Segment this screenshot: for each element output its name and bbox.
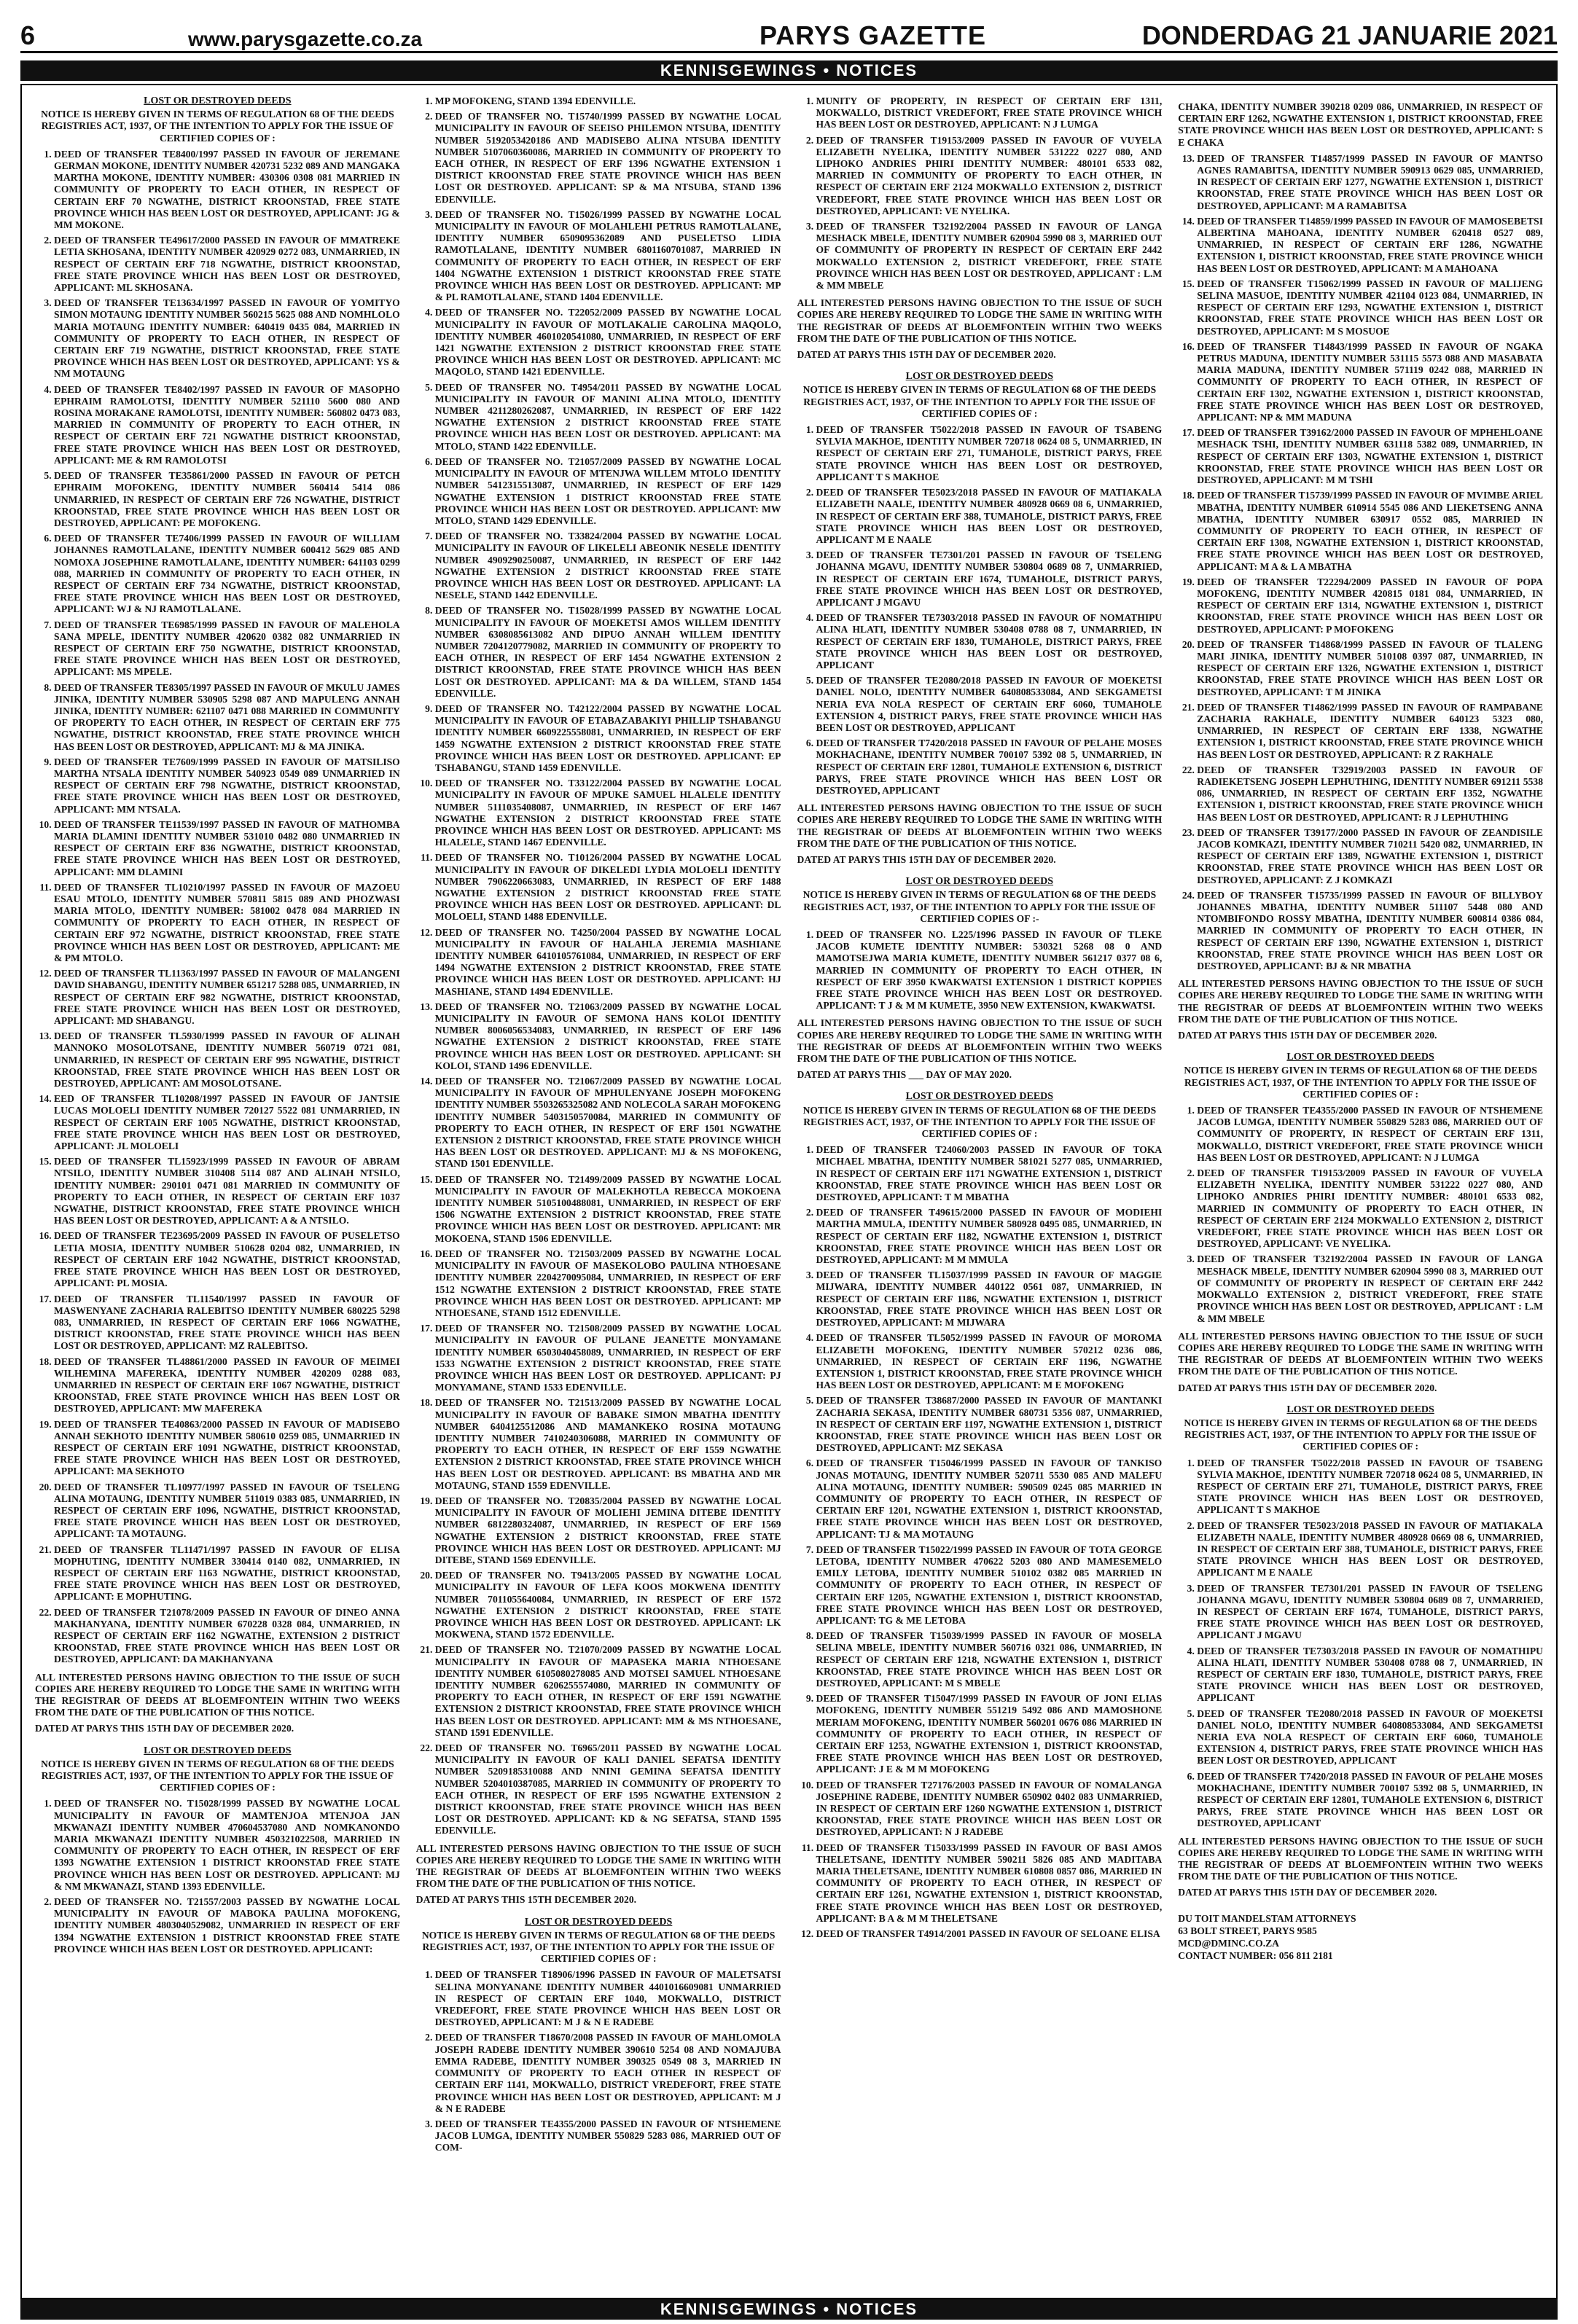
objection-clause: ALL INTERESTED PERSONS HAVING OBJECTION TO THE ISSUE OF SUCH COPIES ARE HEREBY REQUIRED TO LODGE THE SAME IN WRITING WITH THE REGISTRAR OF DEEDS AT BLOEMFONTEIN WITHIN TWO WEEKS FROM THE DATE OF THE PUBLICATION OF THIS NOTICE.: [1178, 978, 1543, 1025]
page-number: 6: [20, 20, 36, 50]
deed-item: 2. DEED OF TRANSFER T49615/2000 PASSED IN FAVOUR OF MODIEHI MARTHA MMULA, IDENTITY NUMBER 580928 0495 085, UNMARRIED, IN RESPECT OF CERTAIN ERF 1182, NGWATHE EXTENSION 1, DISTRICT KROONSTAD, FREE STATE PROVINCE WHICH HAS BEEN LOST OR DESTROYED, APPLICANT: M M MMULA: [816, 1207, 1163, 1266]
objection-clause: ALL INTERESTED PERSONS HAVING OBJECTION TO THE ISSUE OF SUCH COPIES ARE HEREBY REQUIRED TO LODGE THE SAME IN WRITING WITH THE REGISTRAR OF DEEDS AT BLOEMFONTEIN WITHIN TWO WEEKS FROM THE DATE OF THE PUBLICATION OF THIS NOTICE.: [415, 1842, 781, 1890]
dated-line: DATED AT PARYS THIS 15TH DAY OF DECEMBER 2020.: [35, 1723, 294, 1734]
deed-item: 13. DEED OF TRANSFER NO. T21063/2009 PASSED BY NGWATHE LOCAL MUNICIPALITY IN FAVOUR OF SEMONA HANS KOLOI IDENTITY NUMBER 8006056534083, UNMARRIED, IN RESPECT OF ERF 1496 NGWATHE EXTENSION 2 DISTRICT KROONSTAD, FREE STATE PROVINCE WHICH HAS BEEN LOST OR DESTROYED. APPLICANT: SH KOLOI, STAND 1496 EDENVILLE.: [435, 1001, 781, 1072]
deed-item: 6. DEED OF TRANSFER T15046/1999 PASSED IN FAVOUR OF TANKISO JONAS MOTAUNG, IDENTITY NUMBER 520711 5530 085 AND MALEFU ALINA MOTAUNG, IDENTITY NUMBER: 590509 0245 085 MARRIED IN COMMUNITY OF PROPERTY TO EACH OTHER, IN RESPECT OF CERTAIN ERF 1201, NGWATHE EXTENSION 1, DISTRICT KROONSTAD, FREE STATE PROVINCE WHICH HAS BEEN LOST OR DESTROYED, APPLICANT: TJ & MA MOTAUNG: [816, 1458, 1163, 1540]
deed-list: [1178, 1105, 1543, 1325]
deed-item: 8. DEED OF TRANSFER T15039/1999 PASSED IN FAVOUR OF MOSELA SELINA MBELE, IDENTITY NUMBER 560716 0321 086, UNMARRIED, IN RESPECT OF CERTAIN ERF 1218, NGWATHE EXTENSION 1, DISTRICT KROONSTAD, FREE STATE PROVINCE WHICH HAS BEEN LOST OR DESTROYED, APPLICANT: M S MBELE: [816, 1630, 1163, 1689]
deed-item: 1. DEED OF TRANSFER NO. T15028/1999 PASSED BY NGWATHE LOCAL MUNICIPALITY IN FAVOUR OF MAMTENJOA MTENJOA JAN MKWANAZI IDENTITY NUMBER 470604537080 AND NOMKANONDO MARIA MKWANAZI IDENTITY NUMBER 450321022508, MARRIED IN COMMUNITY OF PROPERTY TO EACH OTHER, IN RESPECT OF ERF 1393 NGWATHE EXTENSION 1 DISTRICT KROONSTAD FREE STATE PROVINCE WHICH HAS BEEN LOST OR DESTROYED. APPLICANT: MJ & NM MKWANAZI, STAND 1393 EDENVILLE.: [54, 1798, 400, 1893]
notice-heading: LOST OR DESTROYED DEEDS: [1286, 1404, 1434, 1415]
objection-clause: ALL INTERESTED PERSONS HAVING OBJECTION TO THE ISSUE OF SUCH COPIES ARE HEREBY REQUIRED TO LODGE THE SAME IN WRITING WITH THE REGISTRAR OF DEEDS AT BLOEMFONTEIN WITHIN TWO WEEKS FROM THE DATE OF THE PUBLICATION OF THIS NOTICE.: [1178, 1835, 1543, 1882]
deed-item: 6. DEED OF TRANSFER T7420/2018 PASSED IN FAVOUR OF PELAHE MOSES MOKHACHANE, IDENTITY NUMBER 700107 5392 08 5, UNMARRIED, IN RESPECT OF CERTAIN ERF 12801, TUMAHOLE EXTENSION 6, DISTRICT PARYS, FREE STATE PROVINCE WHICH HAS BEEN LOST OR DESTROYED, APPLICANT: [816, 738, 1163, 797]
notice-heading: LOST OR DESTROYED DEEDS: [905, 1091, 1054, 1103]
deed-item: 18. DEED OF TRANSFER TL48861/2000 PASSED IN FAVOUR OF MEIMEI WILHEMINA MAFEREKA, IDENTITY NUMBER 420209 0288 083, UNMARRIED IN RESPECT OF CERTAIN ERF 1067 NGWATHE, DISTRICT KROONSTAD, FREE STATE PROVINCE WHICH HAS BEEN LOST OR DESTROYED, APPLICANT: MW MAFEREKA: [54, 1356, 400, 1415]
column-1: [35, 95, 400, 2288]
deed-item: 12. DEED OF TRANSFER TL11363/1997 PASSED IN FAVOUR OF MALANGENI DAVID SHABANGU, IDENTITY NUMBER 651217 5288 085, UNMARRIED, IN RESPECT OF CERTAIN ERF 982 NGWATHE, DISTRICT KROONSTAD, FREE STATE PROVINCE WHICH HAS BEEN LOST OR DESTROYED, APPLICANT: MD SHABANGU.: [54, 968, 400, 1027]
deed-item: 20. DEED OF TRANSFER NO. T9413/2005 PASSED BY NGWATHE LOCAL MUNICIPALITY IN FAVOUR OF LEFA KOOS MOKWENA IDENTITY NUMBER 7011055640084, UNMARRIED, IN RESPECT OF ERF 1572 NGWATHE EXTENSION 2 DISTRICT KROONSTAD, FREE STATE PROVINCE WHICH HAS BEEN LOST OR DESTROYED. APPLICANT: LK MOKWENA, STAND 1572 EDENVILLE.: [435, 1570, 781, 1640]
deed-item: 23. DEED OF TRANSFER T39177/2000 PASSED IN FAVOUR OF ZEANDISILE JACOB KOMKAZI, IDENTITY NUMBER 710211 5420 082, UNMARRIED, IN RESPECT OF CERTAIN ERF 1389, NGWATHE EXTENSION 1, DISTRICT KROONSTAD, FREE STATE PROVINCE WHICH HAS BEEN LOST OR DESTROYED, APPLICANT: Z J KOMKAZI: [1197, 827, 1543, 886]
deed-item: 19. DEED OF TRANSFER NO. T20835/2004 PASSED BY NGWATHE LOCAL MUNICIPALITY IN FAVOUR OF MOLIEHI JEMINA DITEBE IDENTITY NUMBER 6812280324087, UNMARRIED, IN RESPECT OF ERF 1569 NGWATHE EXTENSION 2 DISTRICT KROONSTAD, FREE STATE PROVINCE WHICH HAS BEEN LOST OR DESTROYED. APPLICANT: MJ DITEBE, STAND 1569 EDENVILLE.: [435, 1495, 781, 1566]
deed-item: 3. DEED OF TRANSFER NO. T15026/1999 PASSED BY NGWATHE LOCAL MUNICIPALITY IN FAVOUR OF MOLAHLEHI PETRUS RAMOTLALANE, IDENTITY NUMBER 6509095362089 AND PUSELETSO LIDIA RAMOTLALANE, IDENTITY NUMBER 6801160701087, MARRIED IN COMMUNITY OF PROPERTY TO EACH OTHER, IN RESPECT OF ERF 1404 NGWATHE EXTENSION 1 DISTRICT KROONSTAD FREE STATE PROVINCE WHICH HAS BEEN LOST OR DESTROYED. APPLICANT: MP & PL RAMOTLALANE, STAND 1404 EDENVILLE.: [435, 209, 781, 304]
deed-item: 21. DEED OF TRANSFER NO. T21070/2009 PASSED BY NGWATHE LOCAL MUNICIPALITY IN FAVOUR OF MAPASEKA MARIA NTHOESANE IDENTITY NUMBER 6105080278085 AND MOTSEI SAMUEL NTHOESANE IDENTITY NUMBER 6206255574080, MARRIED IN COMMUNITY OF PROPERTY TO EACH OTHER, IN RESPECT OF ERF 1591 NGWATHE EXTENSION 2 DISTRICT KROONSTAD, FREE STATE PROVINCE WHICH HAS BEEN LOST OR DESTROYED. APPLICANT: MM & MS NTHOESANE, STAND 1591 EDENVILLE.: [435, 1644, 781, 1739]
column-4: [1178, 95, 1543, 2288]
deed-item: 1. MP MOFOKENG, STAND 1394 EDENVILLE.: [435, 95, 781, 107]
deed-item: 14. EED OF TRANSFER TL10208/1997 PASSED IN FAVOUR OF JANTSIE LUCAS MOLOELI IDENTITY NUMBER 720127 5522 081 UNMARRIED, IN RESPECT OF CERTAIN ERF 1005 NGWATHE, DISTRICT KROONSTAD, FREE STATE PROVINCE WHICH HAS BEEN LOST OR DESTROYED, APPLICANT: JL MOLOELI: [54, 1093, 400, 1152]
deed-item: 9. DEED OF TRANSFER T15047/1999 PASSED IN FAVOUR OF JONI ELIAS MOFOKENG, IDENTITY NUMBER 551219 5492 086 AND MAMOSHONE MERIAM MOFOKENG, IDENTITY NUMBER 560201 0676 086 MARRIED IN COMMUNITY OF PROPERTY TO EACH OTHER, IN RESPECT OF CERTAIN ERF 1253, NGWATHE EXTENSION 1, DISTRICT KROONSTAD, FREE STATE PROVINCE WHICH HAS BEEN LOST OR DESTROYED, APPLICANT: J E & M M MOFOKENG: [816, 1693, 1163, 1775]
deed-list: [797, 1144, 1163, 1940]
deed-item: 22. DEED OF TRANSFER T21078/2009 PASSED IN FAVOUR OF DINEO ANNA MAKHANYANA, IDENTITY NUMBER 670228 0328 084, UNMARRIED, IN RESPECT OF CERTAIN ERF 1162 NGWATHE, EXTENSION 2 DISTRICT KROONSTAD, FREE STATE PROVINCE WHICH HAS BEEN LOST OR DESTROYED, APPLICANT: DA MAKHANYANA: [54, 1607, 400, 1666]
deed-item: 2. DEED OF TRANSFER T19153/2009 PASSED IN FAVOUR OF VUYELA ELIZABETH NYELIKA, IDENTITY NUMBER 531222 0227 080, AND LIPHOKO ANDRIES PHIRI IDENTITY NUMBER: 480101 6533 082, MARRIED IN COMMUNITY OF PROPERTY TO EACH OTHER, IN RESPECT OF CERTAIN ERF 2124 MOKWALLO EXTENSION 2, DISTRICT VREDEFORT, FREE STATE PROVINCE WHICH HAS BEEN LOST OR DESTROYED, APPLICANT: VE NYELIKA.: [816, 135, 1163, 217]
column-3: [797, 95, 1163, 2288]
notice-continuation: CHAKA, IDENTITY NUMBER 390218 0209 086, UNMARRIED, IN RESPECT OF CERTAIN ERF 1262, NGWATHE EXTENSION 1, DISTRICT KROONSTAD, FREE STATE PROVINCE WHICH HAS BEEN LOST OR DESTROYED, APPLICANT: S E CHAKA: [1178, 101, 1543, 148]
deed-item: 5. DEED OF TRANSFER T38687/2000 PASSED IN FAVOUR OF MANTANKI ZACHARIA SEKASA, IDENTITY NUMBER 680731 5356 087, UNMARRIED, IN RESPECT OF CERTAIN ERF 1197, NGWATHE EXTENSION 1, DISTRICT KROONSTAD, FREE STATE PROVINCE WHICH HAS BEEN LOST OR DESTROYED, APPLICANT: MZ SEKASA: [816, 1395, 1163, 1454]
deed-item: 2. DEED OF TRANSFER TE5023/2018 PASSED IN FAVOUR OF MATIAKALA ELIZABETH NAALE, IDENTITY NUMBER 480928 0669 08 6, UNMARRIED, IN RESPECT OF CERTAIN ERF 388, TUMAHOLE, DISTRICT PARYS, FREE STATE PROVINCE WHICH HAS BEEN LOST OR DESTROYED, APPLICANT M E NAALE: [1197, 1520, 1543, 1579]
deed-item: 21. DEED OF TRANSFER TL11471/1997 PASSED IN FAVOUR OF ELISA MOPHUTING, IDENTITY NUMBER 330414 0140 082, UNMARRIED, IN RESPECT OF CERTAIN ERF 1163 NGWATHE, DISTRICT KROONSTAD, FREE STATE PROVINCE WHICH HAS BEEN LOST OR DESTROYED, APPLICANT: E MOPHUTING.: [54, 1544, 400, 1603]
notice-heading: LOST OR DESTROYED DEEDS: [144, 95, 292, 106]
deed-item: 17. DEED OF TRANSFER NO. T21508/2009 PASSED BY NGWATHE LOCAL MUNICIPALITY IN FAVOUR OF PULANE JEANETTE MONYAMANE IDENTITY NUMBER 6503040458089, UNMARRIED, IN RESPECT OF ERF 1533 NGWATHE EXTENSION 2 DISTRICT KROONSTAD, FREE STATE PROVINCE WHICH HAS BEEN LOST OR DESTROYED. APPLICANT: PJ MONYAMANE, STAND 1533 EDENVILLE.: [435, 1323, 781, 1393]
deed-item: 1. MUNITY OF PROPERTY, IN RESPECT OF CERTAIN ERF 1311, MOKWALLO, DISTRICT VREDEFORT, FREE STATE PROVINCE WHICH HAS BEEN LOST OR DESTROYED, APPLICANT: N J LUMGA: [816, 95, 1163, 131]
notice-columns: [35, 95, 1543, 2288]
deed-item: 15. DEED OF TRANSFER NO. T21499/2009 PASSED BY NGWATHE LOCAL MUNICIPALITY IN FAVOUR OF MALEKHOTLA REBECCA MOKOENA IDENTITY NUMBER 5105100488081, UNMARRIED, IN RESPECT OF ERF 1506 NGWATHE EXTENSION 2 DISTRICT KROONSTAD, FREE STATE PROVINCE WHICH HAS BEEN LOST OR DESTROYED. APPLICANT: MR MOKOENA, STAND 1506 EDENVILLE.: [435, 1174, 781, 1245]
deed-item: 7. DEED OF TRANSFER T15022/1999 PASSED IN FAVOUR OF TOTA GEORGE LETOBA, IDENTITY NUMBER 470622 5203 080 AND MAMESEMELO EMILY LETOBA, IDENTITY NUMBER 510102 0382 085 MARRIED IN COMMUNITY OF PROPERTY TO EACH OTHER, IN RESPECT OF CERTAIN ERF 1205, NGWATHE EXTENSION 1, DISTRICT KROONSTAD, FREE STATE PROVINCE WHICH HAS BEEN LOST OR DESTROYED, APPLICANT: TG & ME LETOBA: [816, 1544, 1163, 1627]
deed-item: 18. DEED OF TRANSFER T15739/1999 PASSED IN FAVOUR OF MVIMBE ARIEL MBATHA, IDENTITY NUMBER 610914 5545 086 AND LIEKETSENG ANNA MBATHA, IDENTITY NUMBER 630917 0552 085, MARRIED IN COMMUNITY OF PROPERTY TO EACH OTHER, IN RESPECT OF CERTAIN ERF 1308, NGWATHE EXTENSION 1, DISTRICT KROONSTAD, FREE STATE PROVINCE WHICH HAS BEEN LOST OR DESTROYED, APPLICANT: M A & L A MBATHA: [1197, 490, 1543, 572]
deed-list: [797, 424, 1163, 797]
deed-item: 2. DEED OF TRANSFER T19153/2009 PASSED IN FAVOUR OF VUYELA ELIZABETH NYELIKA, IDENTITY NUMBER 531222 0227 080, AND LIPHOKO ANDRIES PHIRI IDENTITY NUMBER: 480101 6533 082, MARRIED IN COMMUNITY OF PROPERTY TO EACH OTHER, IN RESPECT OF CERTAIN ERF 2124 MOKWALLO EXTENSION 2, DISTRICT VREDEFORT, FREE STATE PROVINCE WHICH HAS BEEN LOST OR DESTROYED, APPLICANT: VE NYELIKA.: [1197, 1167, 1543, 1250]
notice-intro: NOTICE IS HEREBY GIVEN IN TERMS OF REGULATION 68 OF THE DEEDS REGISTRIES ACT, 1937, OF THE INTENTION TO APPLY FOR THE ISSUE OF CERTIFIED COPIES OF :: [41, 109, 394, 144]
notice-block: [797, 371, 1163, 866]
deed-item: 10. DEED OF TRANSFER T27176/2003 PASSED IN FAVOUR OF NOMALANGA JOSEPHINE RADEBE, IDENTITY NUMBER 650902 0402 083 UNMARRIED, IN RESPECT OF CERTAIN ERF 1260 NGWATHE EXTENSION 1, DISTRICT KROONSTAD, FREE STATE PROVINCE WHICH HAS BEEN LOST OR DESTROYED, APPLICANT: N J RADEBE: [816, 1780, 1163, 1839]
deed-item: 5. DEED OF TRANSFER TE35861/2000 PASSED IN FAVOUR OF PETCH EPHRAIM MOFOKENG, IDENTITY NUMBER 560414 5414 086 UNMARRIED, IN RESPECT OF CERTAIN ERF 726 NGWATHE, DISTRICT KROONSTAD, FREE STATE PROVINCE WHICH HAS BEEN LOST OR DESTROYED, APPLICANT: PE MOFOKENG.: [54, 470, 400, 529]
section-banner-bottom: KENNISGEWINGS • NOTICES: [20, 2299, 1558, 2320]
deed-item: 4. DEED OF TRANSFER TE7303/2018 PASSED IN FAVOUR OF NOMATHIPU ALINA HLATI, IDENTITY NUMBER 530408 0788 08 7, UNMARRIED, IN RESPECT OF CERTAIN ERF 1830, TUMAHOLE, DISTRICT PARYS, FREE STATE PROVINCE WHICH HAS BEEN LOST OR DESTROYED, APPLICANT: [1197, 1646, 1543, 1705]
deed-item: 10. DEED OF TRANSFER NO. T33122/2004 PASSED BY NGWATHE LOCAL MUNICIPALITY IN FAVOUR OF MPUKE SAMUEL HLALELE IDENTITY NUMBER 5111035408087, UNMARRIED, IN RESPECT OF ERF 1467 NGWATHE EXTENSION 2 DISTRICT KROONSTAD FREE STATE PROVINCE WHICH HAS BEEN LOST OR DESTROYED. APPLICANT: MS HLALELE, STAND 1467 EDENVILLE.: [435, 778, 781, 848]
dated-line: DATED AT PARYS THIS 15TH DECEMBER 2020.: [415, 1894, 637, 1906]
deed-list: [797, 95, 1163, 292]
notice-block: [797, 95, 1163, 361]
deed-item: 15. DEED OF TRANSFER TL15923/1999 PASSED IN FAVOUR OF ABRAM NTSILO, IDENTITY NUMBER 310408 5114 087 AND ALINAH NTSILO, IDENTITY NUMBER: 290101 0471 081 MARRIED IN COMMUNITY OF PROPERTY TO EACH OTHER, IN RESPECT OF CERTAIN ERF 1037 NGWATHE, DISTRICT KROONSTAD, FREE STATE PROVINCE WHICH HAS BEEN LOST OR DESTROYED, APPLICANT: A & A NTSILO.: [54, 1156, 400, 1226]
deed-item: 12. DEED OF TRANSFER T4914/2001 PASSED IN FAVOUR OF SELOANE ELISA: [816, 1928, 1163, 1940]
signature-firm: DU TOIT MANDELSTAM ATTORNEYS: [1178, 1912, 1356, 1924]
site-url: www.parysgazette.co.za: [188, 28, 423, 50]
deed-item: 13. DEED OF TRANSFER T14857/1999 PASSED IN FAVOUR OF MANTSO AGNES RAMABITSA, IDENTITY NUMBER 590913 0629 085, UNMARRIED, IN RESPECT OF CERTAIN ERF 1277, NGWATHE EXTENSION 1, DISTRICT KROONSTAD, FREE STATE PROVINCE WHICH HAS BEEN LOST OR DESTROYED, APPLICANT: M A RAMABITSA: [1197, 153, 1543, 212]
deed-list: [1178, 1458, 1543, 1830]
notices-frame: [20, 84, 1558, 2299]
notice-block: [1178, 1052, 1543, 1393]
objection-clause: ALL INTERESTED PERSONS HAVING OBJECTION TO THE ISSUE OF SUCH COPIES ARE HEREBY REQUIRED TO LODGE THE SAME IN WRITING WITH THE REGISTRAR OF DEEDS AT BLOEMFONTEIN WITHIN TWO WEEKS FROM THE DATE OF THE PUBLICATION OF THIS NOTICE.: [35, 1671, 400, 1718]
deed-item: 6. DEED OF TRANSFER T7420/2018 PASSED IN FAVOUR OF PELAHE MOSES MOKHACHANE, IDENTITY NUMBER 700107 5392 08 5, UNMARRIED, IN RESPECT OF CERTAIN ERF 12801, TUMAHOLE EXTENSION 6, DISTRICT PARYS, FREE STATE PROVINCE WHICH HAS BEEN LOST OR DESTROYED, APPLICANT: [1197, 1771, 1543, 1830]
objection-clause: ALL INTERESTED PERSONS HAVING OBJECTION TO THE ISSUE OF SUCH COPIES ARE HEREBY REQUIRED TO LODGE THE SAME IN WRITING WITH THE REGISTRAR OF DEEDS AT BLOEMFONTEIN WITHIN TWO WEEKS FROM THE DATE OF THE PUBLICATION OF THIS NOTICE.: [797, 297, 1163, 344]
deed-item: 10. DEED OF TRANSFER TE11539/1997 PASSED IN FAVOUR OF MATHOMBA MARIA DLAMINI IDENTITY NUMBER 531010 0482 080 UNMARRIED IN RESPECT OF CERTAIN ERF 836 NGWATHE, DISTRICT KROONSTAD, FREE STATE PROVINCE WHICH HAS BEEN LOST OR DESTROYED, APPLICANT: MM DLAMINI: [54, 819, 400, 878]
deed-list: [1178, 153, 1543, 972]
deed-item: 14. DEED OF TRANSFER NO. T21067/2009 PASSED BY NGWATHE LOCAL MUNICIPALITY IN FAVOUR OF MPHULENYANE JOSEPH MOFOKENG IDENTITY NUMBER 5503265325082 AND NOLECOLA SARAH MOFOKENG IDENTITY NUMBER 5403150570084, MARRIED IN COMMUNITY OF PROPERTY TO EACH OTHER, IN RESPECT OF ERF 1501 NGWATHE EXTENSION 2 DISTRICT KROONSTAD, FREE STATE PROVINCE WHICH HAS BEEN LOST OR DESTROYED. APPLICANT: MJ & NS MOFOKENG, STAND 1501 EDENVILLE.: [435, 1076, 781, 1170]
signature-email: MCD@DMINC.CO.ZA: [1178, 1937, 1280, 1949]
dated-line: DATED AT PARYS THIS 15TH DAY OF DECEMBER 2020.: [797, 853, 1056, 865]
deed-item: 8. DEED OF TRANSFER NO. T15028/1999 PASSED BY NGWATHE LOCAL MUNICIPALITY IN FAVOUR OF MOEKETSI AMOS WILLEM IDENTITY NUMBER 6308085613082 AND DIPUO ANNAH WILLEM IDENTITY NUMBER 7204120779082, MARRIED IN COMMUNITY OF PROPERTY TO EACH OTHER, IN RESPECT OF ERF 1454 NGWATHE EXTENSION 2 DISTRICT KROONSTAD, FREE STATE PROVINCE WHICH HAS BEEN LOST OR DESTROYED. APPLICANT: MA & DA WILLEM, STAND 1454 EDENVILLE.: [435, 605, 781, 700]
notice-intro: NOTICE IS HEREBY GIVEN IN TERMS OF REGULATION 68 OF THE DEEDS REGISTRIES ACT, 1937, OF THE INTENTION TO APPLY FOR THE ISSUE OF CERTIFIED COPIES OF :: [802, 1104, 1157, 1140]
deed-item: 1. DEED OF TRANSFER TE8400/1997 PASSED IN FAVOUR OF JEREMANE GERMAN MOKONE, IDENTITY NUMBER 420731 5232 089 AND MANGAKA MARTHA MOKONE, IDENTITY NUMBER: 430306 0308 081 MARRIED IN COMMUNITY OF PROPERTY TO EACH OTHER, IN RESPECT OF CERTAIN ERF 70 NGWATHE, DISTRICT KROONSTAD, FREE STATE PROVINCE WHICH HAS BEEN LOST OR DESTROYED, APPLICANT: JG & MM MOKONE.: [54, 149, 400, 231]
notice-block: [1178, 101, 1543, 1041]
notice-heading: LOST OR DESTROYED DEEDS: [524, 1916, 673, 1928]
column-2: [416, 95, 781, 2288]
page-header: [20, 19, 1558, 53]
deed-item: 6. DEED OF TRANSFER NO. T21057/2009 PASSED BY NGWATHE LOCAL MUNICIPALITY IN FAVOUR OF MTENJWA WILLEM MTOLO IDENTITY NUMBER 5412315513087, UNMARRIED, IN RESPECT OF ERF 1429 NGWATHE EXTENSION 1 DISTRICT KROONSTAD FREE STATE PROVINCE WHICH HAS BEEN LOST OR DESTROYED. APPLICANT: MW MTOLO, STAND 1429 EDENVILLE.: [435, 456, 781, 527]
deed-item: 13. DEED OF TRANSFER TL5930/1999 PASSED IN FAVOUR OF ALINAH MANNOKO MOSOLOTSANE, IDENTITY NUMBER 560719 0721 081, UNMARRIED, IN RESPECT OF CERTAIN ERF 995 NGWATHE, DISTRICT KROONSTAD, FREE STATE PROVINCE WHICH HAS BEEN LOST OR DESTROYED, APPLICANT: AM MOSOLOTSANE.: [54, 1030, 400, 1089]
notice-intro: NOTICE IS HEREBY GIVEN IN TERMS OF REGULATION 68 OF THE DEEDS REGISTRIES ACT, 1937, OF THE INTENTION TO APPLY FOR THE ISSUE OF CERTIFIED COPIES OF :: [1184, 1417, 1537, 1452]
deed-item: 1. DEED OF TRANSFER T24060/2003 PASSED IN FAVOUR OF TOKA MICHAEL MBATHA, IDENTITY NUMBER 581021 5277 085, UNMARRIED, IN RESPECT OF CERTAIN ERF 1171 NGWATHE EXTENSION 1, DISTRICT KROONSTAD, FREE STATE PROVINCE WHICH HAS BEEN LOST OR DESTROYED, APPLICANT: T M MBATHA: [816, 1144, 1163, 1203]
deed-item: 3. DEED OF TRANSFER TL15037/1999 PASSED IN FAVOUR OF MAGGIE MIJWARA, IDENTITY NUMBER 440122 0561 087, UNMARRIED, IN RESPECT OF CERTAIN ERF 1186, NGWATHE EXTENSION 1, DISTRICT KROONSTAD, FREE STATE PROVINCE WHICH HAS BEEN LOST OR DESTROYED, APPLICANT: M MIJWARA: [816, 1269, 1163, 1329]
deed-item: 17. DEED OF TRANSFER TL11540/1997 PASSED IN FAVOUR OF MASWENYANE ZACHARIA RALEBITSO IDENTITY NUMBER 680225 5298 083, UNMARRIED, IN RESPECT OF CERTAIN ERF 1066 NGWATHE, DISTRICT KROONSTAD, FREE STATE PROVINCE WHICH HAS BEEN LOST OR DESTROYED, APPLICANT: MZ RALEBITSO.: [54, 1294, 400, 1353]
notice-intro: NOTICE IS HEREBY GIVEN IN TERMS OF REGULATION 68 OF THE DEEDS REGISTRIES ACT, 1937, OF THE INTENTION TO APPLY FOR THE ISSUE OF CERTIFIED COPIES OF :: [41, 1758, 394, 1793]
notice-block: [1178, 1404, 1543, 1899]
deed-item: 3. DEED OF TRANSFER T32192/2004 PASSED IN FAVOUR OF LANGA MESHACK MBELE, IDENTITY NUMBER 620904 5990 08 3, MARRIED OUT OF COMMUNITY OF PROPERTY IN RESPECT OF CERTAIN ERF 2442 MOKWALLO EXTENSION 2, DISTRICT VREDEFORT, FREE STATE PROVINCE WHICH HAS BEEN LOST OR DESTROYED, APPLICANT : L.M & MM MBELE: [1197, 1253, 1543, 1324]
signature-address: 63 BOLT STREET, PARYS 9585: [1178, 1925, 1317, 1936]
notice-heading: LOST OR DESTROYED DEEDS: [905, 371, 1054, 383]
objection-clause: ALL INTERESTED PERSONS HAVING OBJECTION TO THE ISSUE OF SUCH COPIES ARE HEREBY REQUIRED TO LODGE THE SAME IN WRITING WITH THE REGISTRAR OF DEEDS AT BLOEMFONTEIN WITHIN TWO WEEKS FROM THE DATE OF THE PUBLICATION OF THIS NOTICE.: [1178, 1330, 1543, 1377]
deed-item: 14. DEED OF TRANSFER T14859/1999 PASSED IN FAVOUR OF MAMOSEBETSI ALBERTINA MAHOANA, IDENTITY NUMBER 620418 0527 089, UNMARRIED, IN RESPECT OF CERTAIN ERF 1286, NGWATHE EXTENSION 1, DISTRICT KROONSTAD, FREE STATE PROVINCE WHICH HAS BEEN LOST OR DESTROYED, APPLICANT: M A MAHOANA: [1197, 216, 1543, 275]
notice-intro: NOTICE IS HEREBY GIVEN IN TERMS OF REGULATION 68 OF THE DEEDS REGISTRIES ACT, 1937, OF THE INTENTION TO APPLY FOR THE ISSUE OF CERTIFIED COPIES OF :: [421, 1929, 776, 1965]
deed-item: 3. DEED OF TRANSFER TE7301/201 PASSED IN FAVOUR OF TSELENG JOHANNA MGAVU, IDENTITY NUMBER 530804 0689 08 7, UNMARRIED, IN RESPECT OF CERTAIN ERF 1674, TUMAHOLE, DISTRICT PARYS, FREE STATE PROVINCE WHICH HAS BEEN LOST OR DESTROYED, APPLICANT J MGAVU: [816, 549, 1163, 609]
deed-item: 5. DEED OF TRANSFER TE2080/2018 PASSED IN FAVOUR OF MOEKETSI DANIEL NOLO, IDENTITY NUMBER 640808533084, AND SEKGAMETSI NERIA EVA NOLA RESPECT OF CERTAIN ERF 6060, TUMAHOLE EXTENSION 4, DISTRICT PARYS, FREE STATE PROVINCE WHICH HAS BEEN LOST OR DESTROYED, APPLICANT: [816, 675, 1163, 734]
deed-item: 12. DEED OF TRANSFER NO. T4250/2004 PASSED BY NGWATHE LOCAL MUNICIPALITY IN FAVOUR OF HALAHLA JEREMIA MASHIANE IDENTITY NUMBER 6410105761084, UNMARRIED, IN RESPECT OF ERF 1494 NGWATHE EXTENSION 2 DISTRICT KROONSTAD, FREE STATE PROVINCE WHICH HAS BEEN LOST OR DESTROYED. APPLICANT: HJ MASHIANE, STAND 1494 EDENVILLE.: [435, 927, 781, 998]
deed-item: 16. DEED OF TRANSFER TE23695/2009 PASSED IN FAVOUR OF PUSELETSO LETIA MOSIA, IDENTITY NUMBER 510628 0204 082, UNMARRIED, IN RESPECT OF CERTAIN ERF 1042 NGWATHE, DISTRICT KROONSTAD, FREE STATE PROVINCE WHICH HAS BEEN LOST OR DESTROYED, APPLICANT: PL MOSIA.: [54, 1230, 400, 1289]
deed-item: 1. DEED OF TRANSFER TE4355/2000 PASSED IN FAVOUR OF NTSHEMENE JACOB LUMGA, IDENTITY NUMBER 550829 5283 086, MARRIED OUT OF COMMUNITY OF PROPERTY, IN RESPECT OF CERTAIN ERF 1311, MOKWALLO, DISTRICT VREDEFORT, FREE STATE PROVINCE WHICH HAS BEEN LOST OR DESTROYED, APPLICANT: N J LUMGA: [1197, 1105, 1543, 1164]
notice-block: [35, 95, 400, 1735]
deed-item: 5. DEED OF TRANSFER TE2080/2018 PASSED IN FAVOUR OF MOEKETSI DANIEL NOLO, IDENTITY NUMBER 640808533084, AND SEKGAMETSI NERIA EVA NOLA RESPECT OF CERTAIN ERF 6060, TUMAHOLE EXTENSION 4, DISTRICT PARYS, FREE STATE PROVINCE WHICH HAS BEEN LOST OR DESTROYED, APPLICANT: [1197, 1708, 1543, 1767]
signature-contact: CONTACT NUMBER: 056 811 2181: [1178, 1949, 1333, 1961]
deed-item: 2. DEED OF TRANSFER NO. T21557/2003 PASSED BY NGWATHE LOCAL MUNICIPALITY IN FAVOUR OF MABOKA PAULINA MOFOKENG, IDENTITY NUMBER 4803040529082, UNMARRIED IN RESPECT OF ERF 1394 NGWATHE EXTENSION 1 DISTRICT KROONSTAD FREE STATE PROVINCE WHICH HAS BEEN LOST OR DESTROYED. APPLICANT:: [54, 1896, 400, 1955]
dated-line: DATED AT PARYS THIS 15TH DAY OF DECEMBER 2020.: [1178, 1887, 1437, 1898]
deed-item: 20. DEED OF TRANSFER TL10977/1997 PASSED IN FAVOUR OF TSELENG ALINA MOTAUNG, IDENTITY NUMBER 511019 0383 085, UNMARRIED, IN RESPECT OF CERTAIN ERF 1096, NGWATHE, DISTRICT KROONSTAD, FREE STATE PROVINCE WHICH HAS BEEN LOST OR DESTROYED, APPLICANT: TA MOTAUNG.: [54, 1482, 400, 1541]
paper-title: PARYS GAZETTE: [759, 20, 986, 50]
notice-block: [797, 876, 1163, 1081]
deed-item: 1. DEED OF TRANSFER T5022/2018 PASSED IN FAVOUR OF TSABENG SYLVIA MAKHOE, IDENTITY NUMBER 720718 0624 08 5, UNMARRIED, IN RESPECT OF CERTAIN ERF 271, TUMAHOLE, DISTRICT PARYS, FREE STATE PROVINCE WHICH HAS BEEN LOST OR DESTROYED, APPLICANT T S MAKHOE: [816, 424, 1163, 483]
deed-item: 22. DEED OF TRANSFER T32919/2003 PASSED IN FAVOUR OF RADIEKETSENG JOSEPH LEPHUTHING, IDENTITY NUMBER 691211 5538 086, UNMARRIED, IN RESPECT OF CERTAIN ERF 1352, NGWATHE EXTENSION 1, DISTRICT KROONSTAD, FREE STATE PROVINCE WHICH HAS BEEN LOST OR DESTROYED, APPLICANT: R J LEPHUTHING: [1197, 764, 1543, 823]
deed-item: 2. DEED OF TRANSFER T18670/2008 PASSED IN FAVOUR OF MAHLOMOLA JOSEPH RADEBE IDENTITY NUMBER 390610 5254 08 AND NOMAJUBA EMMA RADEBE, IDENTITY NUMBER 390325 0549 08 3, MARRIED IN COMMUNITY OF PROPERTY TO EACH OTHER IN RESPECT OF CERTAIN ERF 1141, MOKWALLO, DISTRICT VREDEFORT, FREE STATE PROVINCE WHICH HAS BEEN LOST OR DESTROYED, APPLICANT: M J & N E RADEBE: [435, 2032, 781, 2114]
deed-item: 1. DEED OF TRANSFER T18906/1996 PASSED IN FAVOUR OF MALETSATSI SELINA MONYANANE IDENTITY NUMBER 4401016609081 UNMARRIED IN RESPECT OF CERTAIN ERF 1040, MOKWALLO, DISTRICT VREDEFORT, FREE STATE PROVINCE WHICH HAS BEEN LOST OR DESTROYED, APPLICANT: M J & N E RADEBE: [435, 1969, 781, 2028]
deed-item: 2. DEED OF TRANSFER TE49617/2000 PASSED IN FAVOUR OF MMATREKE LETIA SKHOSANA, IDENTITY NUMBER 420929 0272 083, UNMARRIED, IN RESPECT OF CERTAIN ERF 718 NGWATHE, DISTRICT KROONSTAD, FREE STATE PROVINCE WHICH HAS BEEN LOST OR DESTROYED, APPLICANT: ML SKHOSANA.: [54, 235, 400, 294]
deed-item: 4. DEED OF TRANSFER TE7303/2018 PASSED IN FAVOUR OF NOMATHIPU ALINA HLATI, IDENTITY NUMBER 530408 0788 08 7, UNMARRIED, IN RESPECT OF CERTAIN ERF 1830, TUMAHOLE, DISTRICT PARYS, FREE STATE PROVINCE WHICH HAS BEEN LOST OR DESTROYED, APPLICANT: [816, 612, 1163, 671]
deed-item: 8. DEED OF TRANSFER TE8305/1997 PASSED IN FAVOUR OF MKULU JAMES JINIKA, IDENTITY NUMBER 530905 5298 087 AND MAPULENG ANNAH JINIKA, IDENTITY NUMBER: 621107 0471 088 MARRIED IN COMMUNITY OF PROPERTY TO EACH OTHER, IN RESPECT OF CERTAIN ERF 775 NGWATHE, DISTRICT KROONSTAD, FREE STATE PROVINCE WHICH HAS BEEN LOST OR DESTROYED, APPLICANT: MJ & MA JINIKA.: [54, 682, 400, 753]
dated-line: DATED AT PARYS THIS 15TH DAY OF DECEMBER 2020.: [797, 349, 1056, 361]
deed-item: 1. DEED OF TRANSFER T5022/2018 PASSED IN FAVOUR OF TSABENG SYLVIA MAKHOE, IDENTITY NUMBER 720718 0624 08 5, UNMARRIED, IN RESPECT OF CERTAIN ERF 271, TUMAHOLE, DISTRICT PARYS, FREE STATE PROVINCE WHICH HAS BEEN LOST OR DESTROYED, APPLICANT T S MAKHOE: [1197, 1458, 1543, 1517]
deed-list: [416, 95, 781, 1837]
deed-item: 2. DEED OF TRANSFER NO. T15740/1999 PASSED BY NGWATHE LOCAL MUNICIPALITY IN FAVOUR OF SEEISO PHILEMON NTSUBA, IDENTITY NUMBER 5192053420186 AND MADISEBO ALINA NTSUBA IDENTITY NUMBER 5107060360086, MARRIED IN COMMUNITY OF PROPERTY TO EACH OTHER, IN RESPECT OF ERF 1396 NGWATHE EXTENSION 1 DISTRICT KROONSTAD FREE STATE PROVINCE WHICH HAS BEEN LOST OR DESTROYED. APPLICANT: SP & MA NTSUBA, STAND 1396 EDENVILLE.: [435, 111, 781, 206]
deed-item: 5. DEED OF TRANSFER NO. T4954/2011 PASSED BY NGWATHE LOCAL MUNICIPALITY IN FAVOUR OF MANINI ALINA MTOLO, IDENTITY NUMBER 4211280262087, UNMARRIED, IN RESPECT OF ERF 1422 NGWATHE EXTENSION 2 DISTRICT KROONSTAD FREE STATE PROVINCE WHICH HAS BEEN LOST OR DESTROYED. APPLICANT: MA MTOLO, STAND 1422 EDENVILLE.: [435, 382, 781, 453]
deed-item: 2. DEED OF TRANSFER TE5023/2018 PASSED IN FAVOUR OF MATIAKALA ELIZABETH NAALE, IDENTITY NUMBER 480928 0669 08 6, UNMARRIED, IN RESPECT OF CERTAIN ERF 388, TUMAHOLE, DISTRICT PARYS, FREE STATE PROVINCE WHICH HAS BEEN LOST OR DESTROYED, APPLICANT M E NAALE: [816, 487, 1163, 546]
deed-item: 11. DEED OF TRANSFER TL10210/1997 PASSED IN FAVOUR OF MAZOEU ESAU MTOLO, IDENTITY NUMBER 570811 5815 089 AND PHOZWASI MARIA MTOLO, IDENTITY NUMBER: 581002 0478 084 MARRIED IN COMMUNITY OF PROPERTY TO EACH OTHER, IN RESPECT OF CERTAIN ERF 972 NGWATHE, DISTRICT KROONSTAD, FREE STATE PROVINCE WHICH HAS BEEN LOST OR DESTROYED, APPLICANT: ME & PM MTOLO.: [54, 882, 400, 964]
deed-item: 3. DEED OF TRANSFER TE4355/2000 PASSED IN FAVOUR OF NTSHEMENE JACOB LUMGA, IDENTITY NUMBER 550829 5283 086, MARRIED OUT OF COM-: [435, 2118, 781, 2154]
dated-line: DATED AT PARYS THIS 15TH DAY OF DECEMBER 2020.: [1178, 1030, 1437, 1041]
deed-item: 4. DEED OF TRANSFER TE8402/1997 PASSED IN FAVOUR OF MASOPHO EPHRAIM RAMOLOTSI, IDENTITY NUMBER 521110 5600 080 AND ROSINA MORAKANE RAMOLOTSI, IDENTITY NUMBER: 560802 0473 083, MARRIED IN COMMUNITY OF PROPERTY TO EACH OTHER, IN RESPECT OF CERTAIN ERF 721 NGWATHE DISTRICT KROONSTAD, FREE STATE PROVINCE WHICH HAS BEEN LOST OR DESTROYED, APPLICANT: ME & RM RAMOLOTSI: [54, 384, 400, 466]
deed-item: 4. DEED OF TRANSFER TL5052/1999 PASSED IN FAVOUR OF MOROMA ELIZABETH MOFOKENG, IDENTITY NUMBER 570212 0236 086, UNMARRIED, IN RESPECT OF CERTAIN ERF 1196, NGWATHE EXTENSION 1, DISTRICT KROONSTAD, FREE STATE PROVINCE WHICH HAS BEEN LOST OR DESTROYED, APPLICANT: M E MOFOKENG: [816, 1332, 1163, 1391]
deed-item: 1. DEED OF TRANSFER NO. L225/1996 PASSED IN FAVOUR OF TLEKE JACOB KUMETE IDENTITY NUMBER: 530321 5268 08 0 AND MAMOTSEJWA MARIA KUMETE, IDENTITY NUMBER 561217 0377 08 6, MARRIED IN COMMUNITY OF PROPERTY TO EACH OTHER, IN RESPECT OF ERF 3950 KWAKWATSI EXTENSION 1 DISTRICT KOPPIES FREE STATE PROVINCE WHICH HAS BEEN LOST OR DESTROYED. APPLICANT: T J & M M KUMETE, 3950 NEW EXTENSION, KWAKWATSI.: [816, 929, 1163, 1012]
deed-item: 11. DEED OF TRANSFER NO. T10126/2004 PASSED BY NGWATHE LOCAL MUNICIPALITY IN FAVOUR OF DIKELEDI LYDIA MOLOELI IDENTITY NUMBER 7906220663083, UNMARRIED, IN RESPECT OF ERF 1488 NGWATHE EXTENSION 2 DISTRICT KROONSTAD FREE STATE PROVINCE WHICH HAS BEEN LOST OR DESTROYED. APPLICANT: DL MOLOELI, STAND 1488 EDENVILLE.: [435, 852, 781, 923]
deed-list: [35, 149, 400, 1666]
section-banner-top: KENNISGEWINGS • NOTICES: [20, 60, 1558, 81]
deed-item: 20. DEED OF TRANSFER T14868/1999 PASSED IN FAVOUR OF TLALENG MARI JINIKA, IDENTITY NUMBER 510108 0397 087, UNMARRIED, IN RESPECT OF CERTAIN ERF 1326, NGWATHE EXTENSION 1, DISTRICT KROONSTAD, FREE STATE PROVINCE WHICH HAS BEEN LOST OR DESTROYED, APPLICANT: T M JINIKA: [1197, 639, 1543, 698]
attorney-signature: [1178, 1912, 1543, 1962]
deed-item: 6. DEED OF TRANSFER TE7406/1999 PASSED IN FAVOUR OF WILLIAM JOHANNES RAMOTLALANE, IDENTITY NUMBER 600412 5629 085 AND NOMOXA JOSEPHINE RAMOTLALANE, IDENTITY NUMBER: 641103 0299 088, MARRIED IN COMMUNITY OF PROPERTY TO EACH OTHER, IN RESPECT OF CERTAIN ERF 734 NGWATHE, DISTRICT KROONSTAD, FREE STATE PROVINCE WHICH HAS BEEN LOST OR DESTROYED, APPLICANT: WJ & NJ RAMOTLALANE.: [54, 533, 400, 615]
notice-heading: LOST OR DESTROYED DEEDS: [144, 1745, 292, 1756]
deed-item: 16. DEED OF TRANSFER T14843/1999 PASSED IN FAVOUR OF NGAKA PETRUS MADUNA, IDENTITY NUMBER 531115 5573 088 AND MASABATA MARIA MADUNA, IDENTITY NUMBER 571119 0242 088, MARRIED IN COMMUNITY OF PROPERTY TO EACH OTHER, IN RESPECT OF CERTAIN ERF 1302, NGWATHE EXTENSION 1, DISTRICT KROONSTAD, FREE STATE PROVINCE WHICH HAS BEEN LOST OR DESTROYED, APPLICANT: NP & MM MADUNA: [1197, 341, 1543, 423]
deed-list: [797, 929, 1163, 1012]
deed-list: [416, 1969, 781, 2153]
dated-line: DATED AT PARYS THIS 15TH DAY OF DECEMBER 2020.: [1178, 1382, 1437, 1393]
notice-heading: LOST OR DESTROYED DEEDS: [1286, 1052, 1434, 1063]
deed-item: 3. DEED OF TRANSFER TE13634/1997 PASSED IN FAVOUR OF YOMITYO SIMON MOTAUNG IDENTITY NUMBER 560215 5625 088 AND NOMHLOLO MARIA MOTAUNG IDENTITY NUMBER: 640419 0435 084, MARRIED IN COMMUNITY OF PROPERTY TO EACH OTHER, IN RESPECT OF CERTAIN ERF 719 NGWATHE, DISTRICT KROONSTAD, FREE STATE PROVINCE WHICH HAS BEEN LOST OR DESTROYED, APPLICANT: YS & NM MOTAUNG: [54, 297, 400, 380]
deed-item: 15. DEED OF TRANSFER T15062/1999 PASSED IN FAVOUR OF MALIJENG SELINA MASUOE, IDENTITY NUMBER 421104 0123 084, UNMARRIED, IN RESPECT OF CERTAIN ERF 1293, NGWATHE EXTENSION 1, DISTRICT KROONSTAD, FREE STATE PROVINCE WHICH HAS BEEN LOST OR DESTROYED, APPLICANT: M S MOSUOE: [1197, 278, 1543, 337]
notice-block: [35, 1745, 400, 1955]
notice-block: [416, 1917, 781, 2154]
issue-date: DONDERDAG 21 JANUARIE 2021: [1141, 20, 1558, 50]
deed-item: 3. DEED OF TRANSFER TE7301/201 PASSED IN FAVOUR OF TSELENG JOHANNA MGAVU, IDENTITY NUMBER 530804 0689 08 7, UNMARRIED, IN RESPECT OF CERTAIN ERF 1674, TUMAHOLE, DISTRICT PARYS, FREE STATE PROVINCE WHICH HAS BEEN LOST OR DESTROYED, APPLICANT J MGAVU: [1197, 1583, 1543, 1642]
deed-item: 22. DEED OF TRANSFER NO. T6965/2011 PASSED BY NGWATHE LOCAL MUNICIPALITY IN FAVOUR OF KALI DANIEL SEFATSA IDENTITY NUMBER 5209185310088 AND NNINI GEMINA SEFATSA IDENTITY NUMBER 5204010387085, MARRIED IN COMMUNITY OF PROPERTY TO EACH OTHER, IN RESPECT OF ERF 1595 NGWATHE EXTENSION 2 DISTRICT KROONSTAD, FREE STATE PROVINCE WHICH HAS BEEN LOST OR DESTROYED. APPLICANT: KD & NG SEFATSA, STAND 1595 EDENVILLE.: [435, 1742, 781, 1837]
notice-intro: NOTICE IS HEREBY GIVEN IN TERMS OF REGULATION 68 OF THE DEEDS REGISTRIES ACT, 1937, OF THE INTENTION TO APPLY FOR THE ISSUE OF CERTIFIED COPIES OF :: [1184, 1065, 1537, 1100]
deed-item: 9. DEED OF TRANSFER TE7609/1999 PASSED IN FAVOUR OF MATSILISO MARTHA NTSALA IDENTITY NUMBER 540923 0549 089 UNMARRIED IN RESPECT OF CERTAIN ERF 798 NGWATHE, DISTRICT KROONSTAD, FREE STATE PROVINCE WHICH HAS BEEN LOST OR DESTROYED, APPLICANT: MM NTSALA.: [54, 756, 400, 815]
deed-item: 19. DEED OF TRANSFER TE40863/2000 PASSED IN FAVOUR OF MADISEBO ANNAH SEKHOTO IDENTITY NUMBER 580610 0259 085, UNMARRIED IN RESPECT OF CERTAIN ERF 1091 NGWATHE, DISTRICT KROONSTAD, FREE STATE PROVINCE WHICH HAS BEEN LOST OR DESTROYED, APPLICANT: MA SEKHOTO: [54, 1419, 400, 1478]
dated-line: DATED AT PARYS THIS ___ DAY OF MAY 2020.: [797, 1069, 1012, 1081]
notice-block: [797, 1091, 1163, 1940]
notice-heading: LOST OR DESTROYED DEEDS: [905, 876, 1054, 888]
deed-item: 7. DEED OF TRANSFER NO. T33824/2004 PASSED BY NGWATHE LOCAL MUNICIPALITY IN FAVOUR OF LIKELELI ABEONIK NESELE IDENTITY NUMBER 4909290250087, UNMARRIED, IN RESPECT OF ERF 1442 NGWATHE EXTENSION 2 DISTRICT KROONSTAD FREE STATE PROVINCE WHICH HAS BEEN LOST OR DESTROYED. APPLICANT: LA NESELE, STAND 1442 EDENVILLE.: [435, 531, 781, 601]
deed-item: 24. DEED OF TRANSFER T15735/1999 PASSED IN FAVOUR OF BILLYBOY JOHANNES MBATHA, IDENTITY NUMBER 511107 5448 080 AND NTOMBIFONDO ROSSY MBATHA, IDENTITY NUMBER 600814 0386 084, MARRIED IN COMMUNITY OF PROPERTY TO EACH OTHER, IN RESPECT OF CERTAIN ERF 1390, NGWATHE EXTENSION 1, DISTRICT KROONSTAD, FREE STATE PROVINCE WHICH HAS BEEN LOST OR DESTROYED, APPLICANT: BJ & NR MBATHA: [1197, 890, 1543, 972]
notice-intro: NOTICE IS HEREBY GIVEN IN TERMS OF REGULATION 68 OF THE DEEDS REGISTRIES ACT, 1937, OF THE INTENTION TO APPLY FOR THE ISSUE OF CERTIFIED COPIES OF :: [802, 384, 1157, 419]
deed-item: 17. DEED OF TRANSFER T39162/2000 PASSED IN FAVOUR OF MPHEHLOANE MESHACK TSHI, IDENTITY NUMBER 631118 5382 089, UNMARRIED, IN RESPECT OF CERTAIN ERF 1303, NGWATHE EXTENSION 1, DISTRICT KROONSTAD, FREE STATE PROVINCE WHICH HAS BEEN LOST OR DESTROYED, APPLICANT: M M TSHI: [1197, 427, 1543, 486]
notice-block: [416, 95, 781, 1906]
deed-item: 7. DEED OF TRANSFER TE6985/1999 PASSED IN FAVOUR OF MALEHOLA SANA MPELE, IDENTITY NUMBER 420620 0382 082 UNMARRIED IN RESPECT OF CERTAIN ERF 750 NGWATHE, DISTRICT KROONSTAD, FREE STATE PROVINCE WHICH HAS BEEN LOST OR DESTROYED, APPLICANT: MS MPELE.: [54, 619, 400, 678]
deed-item: 18. DEED OF TRANSFER NO. T21513/2009 PASSED BY NGWATHE LOCAL MUNICIPALITY IN FAVOUR OF BABAKE SIMON MBATHA IDENTITY NUMBER 6404125512086 AND MAMANKEKO ROSINA MOTAUNG IDENTITY NUMBER 7410240306088, MARRIED IN COMMUNITY OF PROPERTY TO EACH OTHER, IN RESPECT OF ERF 1559 NGWATHE EXTENSION 2 DISTRICT KROONSTAD, FREE STATE PROVINCE WHICH HAS BEEN LOST OR DESTROYED. APPLICANT: BS MBATHA AND MR MOTAUNG, STAND 1559 EDENVILLE.: [435, 1397, 781, 1492]
deed-item: 16. DEED OF TRANSFER NO. T21503/2009 PASSED BY NGWATHE LOCAL MUNICIPALITY IN FAVOUR OF MASEKOLOBO PAULINA NTHOESANE IDENTITY NUMBER 2204270095084, UNMARRIED, IN RESPECT OF ERF 1512 NGWATHE EXTENSION 2 DISTRICT KROONSTAD, FREE STATE PROVINCE WHICH HAS BEEN LOST OR DESTROYED. APPLICANT: MP NTHOESANE, STAND 1512 EDENVILLE.: [435, 1248, 781, 1319]
objection-clause: ALL INTERESTED PERSONS HAVING OBJECTION TO THE ISSUE OF SUCH COPIES ARE HEREBY REQUIRED TO LODGE THE SAME IN WRITING WITH THE REGISTRAR OF DEEDS AT BLOEMFONTEIN WITHIN TWO WEEKS FROM THE DATE OF THE PUBLICATION OF THIS NOTICE.: [797, 1017, 1163, 1065]
deed-item: 11. DEED OF TRANSFER T15033/1999 PASSED IN FAVOUR OF BASI AMOS THELETSANE, IDENTITY NUMBER 590211 5826 085 AND MADITABA MARIA THELETSANE, IDENTITY NUMBER 610808 0857 086, MARRIED IN COMMUNITY OF PROPERTY TO EACH OTHER, IN RESPECT OF CERTAIN ERF 1261, NGWATHE EXTENSION 1, DISTRICT KROONSTAD, FREE STATE PROVINCE WHICH HAS BEEN LOST OR DESTROYED, APPLICANT: B A & M M THELETSANE: [816, 1842, 1163, 1925]
objection-clause: ALL INTERESTED PERSONS HAVING OBJECTION TO THE ISSUE OF SUCH COPIES ARE HEREBY REQUIRED TO LODGE THE SAME IN WRITING WITH THE REGISTRAR OF DEEDS AT BLOEMFONTEIN WITHIN TWO WEEKS FROM THE DATE OF THE PUBLICATION OF THIS NOTICE.: [797, 802, 1163, 849]
deed-item: 4. DEED OF TRANSFER NO. T22052/2009 PASSED BY NGWATHE LOCAL MUNICIPALITY IN FAVOUR OF MOTLAKALIE CAROLINA MAQOLO, IDENTITY NUMBER 4601020541080, UNMARRIED, IN RESPECT OF ERF 1421 NGWATHE EXTENSION 2 DISTRICT KROONSTAD FREE STATE PROVINCE WHICH HAS BEEN LOST OR DESTROYED. APPLICANT: MC MAQOLO, STAND 1421 EDENVILLE.: [435, 307, 781, 377]
deed-item: 3. DEED OF TRANSFER T32192/2004 PASSED IN FAVOUR OF LANGA MESHACK MBELE, IDENTITY NUMBER 620904 5990 08 3, MARRIED OUT OF COMMUNITY OF PROPERTY IN RESPECT OF CERTAIN ERF 2442 MOKWALLO EXTENSION 2, DISTRICT VREDEFORT, FREE STATE PROVINCE WHICH HAS BEEN LOST OR DESTROYED, APPLICANT : L.M & MM MBELE: [816, 221, 1163, 292]
deed-item: 9. DEED OF TRANSFER NO. T42122/2004 PASSED BY NGWATHE LOCAL MUNICIPALITY IN FAVOUR OF ETABAZABAKIYI PHILLIP TSHABANGU IDENTITY NUMBER 6609225558081, UNMARRIED, IN RESPECT OF ERF 1459 NGWATHE EXTENSION 2 DISTRICT KROONSTAD FREE STATE PROVINCE WHICH HAS BEEN LOST OR DESTROYED. APPLICANT: EP TSHABANGU, STAND 1459 EDENVILLE.: [435, 703, 781, 774]
deed-list: [35, 1798, 400, 1955]
deed-item: 21. DEED OF TRANSFER T14862/1999 PASSED IN FAVOUR OF RAMPABANE ZACHARIA RAKHALE, IDENTITY NUMBER 640123 5323 080, UNMARRIED, IN RESPECT OF CERTAIN ERF 1338, NGWATHE EXTENSION 1, DISTRICT KROONSTAD, FREE STATE PROVINCE WHICH HAS BEEN LOST OR DESTROYED, APPLICANT: R Z RAKHALE: [1197, 702, 1543, 761]
notice-intro: NOTICE IS HEREBY GIVEN IN TERMS OF REGULATION 68 OF THE DEEDS REGISTRIES ACT, 1937, OF THE INTENTION TO APPLY FOR THE ISSUE OF CERTIFIED COPIES OF :-: [802, 889, 1157, 924]
deed-item: 19. DEED OF TRANSFER T22294/2009 PASSED IN FAVOUR OF POPA MOFOKENG, IDENTITY NUMBER 420815 0181 084, UNMARRIED, IN RESPECT OF CERTAIN ERF 1314, NGWATHE EXTENSION 1, DISTRICT KROONSTAD, FREE STATE PROVINCE WHICH HAS BEEN LOST OR DESTROYED, APPLICANT: P MOFOKENG: [1197, 576, 1543, 635]
